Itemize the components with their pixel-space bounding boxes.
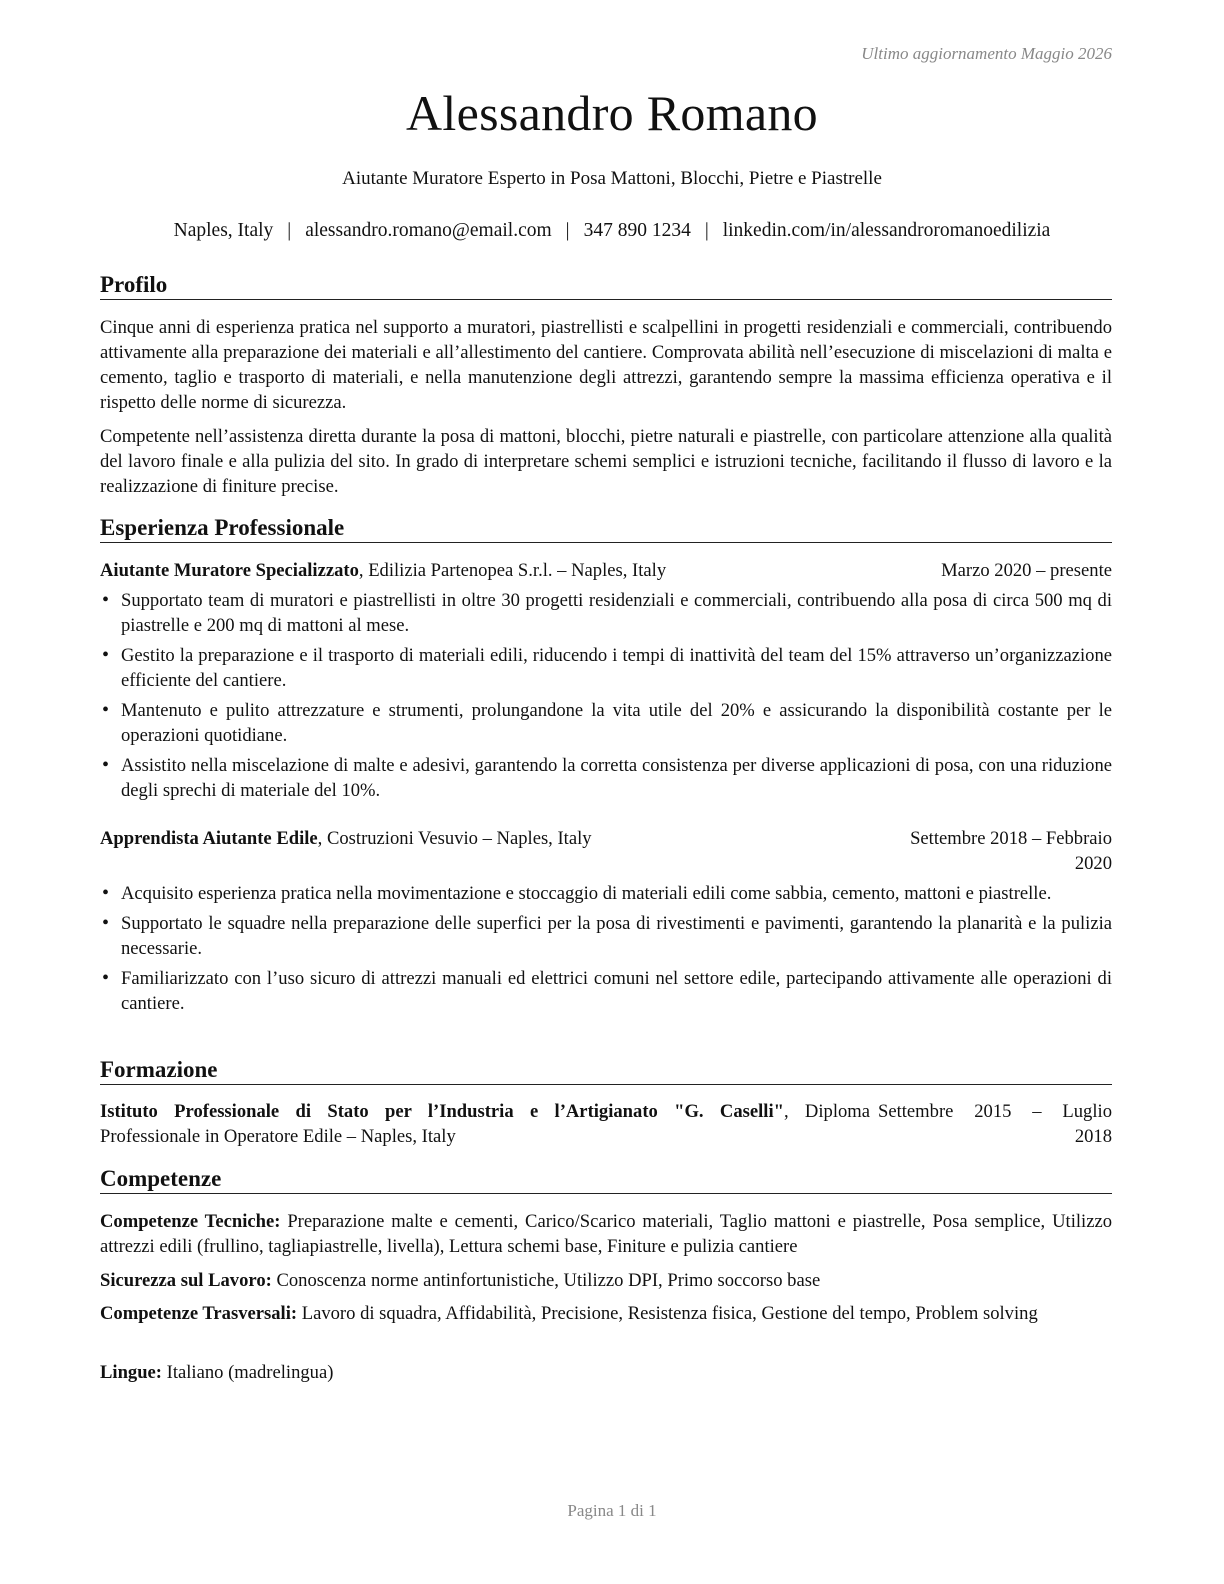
section-title-experience: Esperienza Professionale xyxy=(100,515,1112,543)
skill-label: Lingue: xyxy=(100,1362,162,1383)
education-dates xyxy=(878,1099,1112,1149)
last-updated: Ultimo aggiornamento Maggio 2026 xyxy=(861,44,1112,63)
job-company: , Edilizia Partenopea S.r.l. – Naples, Italy xyxy=(358,560,667,581)
education-degree-line2: Professionale in Operatore Edile – Naples, Italy xyxy=(100,1126,456,1147)
contact-location: Naples, Italy xyxy=(173,220,274,241)
job-header xyxy=(100,558,1112,583)
job-bullet: • Acquisito esperienza pratica nella movimentazione e stoccaggio di materiali edili come sabbia, cemento, mattoni e piastrelle. xyxy=(100,881,1112,906)
job-bullet: • Supportato team di muratori e piastrellisti in oltre 30 progetti residenziali e commerciali, contribuendo alla posa di circa 500 mq di piastrelle e 200 mq di mattoni al mese. xyxy=(100,588,1112,638)
education-entry xyxy=(100,1099,1112,1149)
skill-value: Lavoro di squadra, Affidabilità, Precisione, Resistenza fisica, Gestione del tempo, Problem solving xyxy=(297,1303,1038,1324)
profile-paragraph: Competente nell’assistenza diretta durante la posa di mattoni, blocchi, pietre naturali e piastrelle, con particolare attenzione alla qualità del lavoro finale e alla pulizia del sito. In grado di interpretare schemi semplici e istruzioni tecniche, facilitando il flusso di lavoro e la realizzazione di finiture precise. xyxy=(100,426,1112,497)
job-header xyxy=(100,826,1112,874)
skill-label: Competenze Trasversali: xyxy=(100,1303,298,1324)
skill-value: Preparazione malte e cementi, Carico/Scarico materiali, Taglio mattoni e piastrelle, Posa semplice, Utilizzo attrezzi edili (frullino, tagliapiastrelle, livella), Lettura schemi base, Finiture e pulizia cantiere xyxy=(100,1211,1113,1257)
skill-label: Competenze Tecniche: xyxy=(100,1211,281,1232)
skill-row xyxy=(100,1360,1112,1385)
page-number: Pagina 1 di 1 xyxy=(567,1501,657,1520)
candidate-name: Alessandro Romano xyxy=(406,85,818,141)
job-role: Aiutante Muratore Specializzato xyxy=(100,560,359,581)
education-dates-line1: Settembre 2015 – Luglio xyxy=(878,1101,1112,1122)
job-role: Apprendista Aiutante Edile xyxy=(100,828,318,849)
section-title-skills: Competenze xyxy=(100,1166,1112,1194)
skill-value: Italiano (madrelingua) xyxy=(162,1362,334,1383)
contact-linkedin[interactable]: linkedin.com/in/alessandroromanoedilizia xyxy=(722,220,1051,241)
contact-separator: | xyxy=(704,220,709,241)
job-dates-line1: Settembre 2018 – Febbraio xyxy=(910,828,1112,849)
job-bullet: • Supportato le squadre nella preparazione delle superfici per la posa di rivestimenti e pavimenti, garantendo la planarità e la pulizia necessarie. xyxy=(100,911,1112,961)
job-bullet: • Assistito nella miscelazione di malte e adesivi, garantendo la corretta consistenza per diverse applicazioni di posa, con una riduzione degli sprechi di materiale del 10%. xyxy=(100,753,1112,803)
skill-row xyxy=(100,1209,1112,1259)
contact-separator: | xyxy=(287,220,292,241)
skill-row xyxy=(100,1301,1112,1326)
section-title-education: Formazione xyxy=(100,1057,1112,1085)
education-school: Istituto Professionale di Stato per l’Industria e l’Artigianato "G. Caselli" xyxy=(100,1101,784,1122)
job-company: , Costruzioni Vesuvio – Naples, Italy xyxy=(317,828,592,849)
section-title-profile: Profilo xyxy=(100,272,1112,300)
job-dates-line2: 2020 xyxy=(1074,853,1112,874)
job-dates xyxy=(910,826,1112,876)
job-bullet: • Mantenuto e pulito attrezzature e strumenti, prolungandone la vita utile del 20% e assicurando la disponibilità costante per le operazioni quotidiane. xyxy=(100,698,1112,748)
contact-separator: | xyxy=(565,220,570,241)
skill-value: Conoscenza norme antinfortunistiche, Utilizzo DPI, Primo soccorso base xyxy=(271,1270,821,1291)
contact-email[interactable]: alessandro.romano@email.com xyxy=(305,220,552,241)
candidate-headline: Aiutante Muratore Esperto in Posa Mattoni, Blocchi, Pietre e Piastrelle xyxy=(342,168,882,189)
job-bullets xyxy=(100,881,1112,1021)
job-bullets xyxy=(100,588,1112,808)
education-dates-line2: 2018 xyxy=(1074,1126,1112,1147)
skill-row xyxy=(100,1268,1112,1293)
education-degree: , Diploma xyxy=(783,1101,871,1122)
education-line1 xyxy=(100,1099,870,1124)
job-bullet: • Gestito la preparazione e il trasporto di materiali edili, riducendo i tempi di inattività del team del 15% attraverso un’organizzazione efficiente del cantiere. xyxy=(100,643,1112,693)
contact-phone[interactable]: 347 890 1234 xyxy=(583,220,691,241)
contact-line xyxy=(0,220,1224,242)
job-dates: Marzo 2020 – presente xyxy=(941,560,1112,581)
skill-label: Sicurezza sul Lavoro: xyxy=(100,1270,272,1291)
job-bullet: • Familiarizzato con l’uso sicuro di attrezzi manuali ed elettrici comuni nel settore edile, partecipando attivamente alle operazioni di cantiere. xyxy=(100,966,1112,1016)
profile-paragraph: Cinque anni di esperienza pratica nel supporto a muratori, piastrellisti e scalpellini in progetti residenziali e commerciali, contribuendo attivamente alla preparazione dei materiali e all’allestimento del cantiere. Comprovata abilità nell’esecuzione di miscelazioni di malta e cemento, taglio e trasporto di materiali, e nella manutenzione degli attrezzi, garantendo sempre la massima efficienza operativa e il rispetto delle norme di sicurezza. xyxy=(100,317,1112,413)
